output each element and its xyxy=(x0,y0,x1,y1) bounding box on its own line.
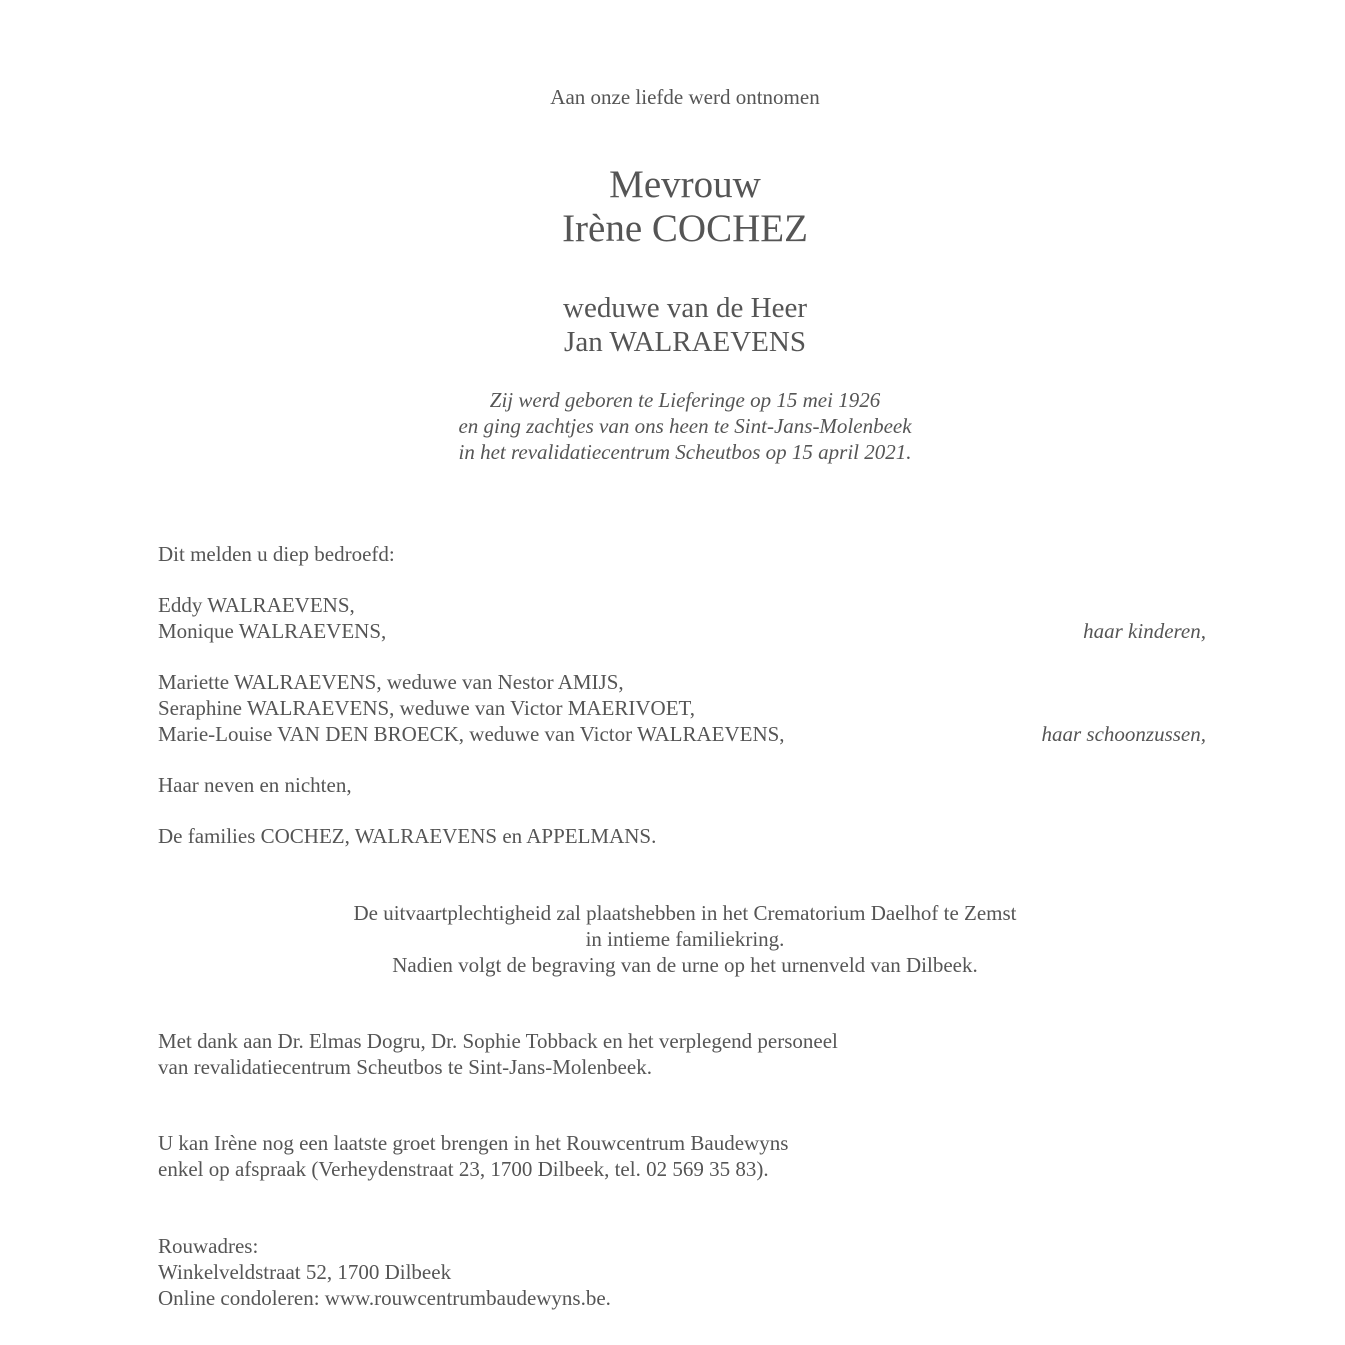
thanks-line: Met dank aan Dr. Elmas Dogru, Dr. Sophie Tobback en het verplegend personeel xyxy=(158,1029,838,1053)
ceremony-line: Nadien volgt de begraving van de urne op het urnenveld van Dilbeek. xyxy=(392,953,978,977)
visit-line: U kan Irène nog een laatste groet brengen in het Rouwcentrum Baudewyns xyxy=(158,1131,789,1155)
spouse-name: Jan WALRAEVENS xyxy=(564,326,806,358)
sister-in-law-row xyxy=(158,669,1206,695)
sister-in-law-row xyxy=(158,721,1206,747)
sisters-in-law-block xyxy=(158,669,1206,747)
visit-block xyxy=(158,1130,1206,1182)
sister-in-law-name: Marie-Louise VAN DEN BROECK, weduwe van Victor WALRAEVENS, xyxy=(158,722,785,746)
families xyxy=(158,823,1206,849)
deceased-name-block xyxy=(0,163,1345,251)
child-name: Eddy WALRAEVENS, xyxy=(158,593,355,617)
children-relation: haar kinderen, xyxy=(1083,619,1206,643)
child-name: Monique WALRAEVENS, xyxy=(158,619,387,643)
nephews-nieces-text: Haar neven en nichten, xyxy=(158,773,352,797)
deceased-title: Mevrouw xyxy=(609,163,761,206)
thanks-block xyxy=(158,1028,1206,1080)
sister-in-law-name: Mariette WALRAEVENS, weduwe van Nestor AMIJS, xyxy=(158,670,624,694)
birth-line: Zij werd geboren te Lieferinge op 15 mei 1926 xyxy=(489,388,881,412)
sister-in-law-name: Seraphine WALRAEVENS, weduwe van Victor MAERIVOET, xyxy=(158,696,696,720)
child-row xyxy=(158,592,1206,618)
visit-line: enkel op afspraak (Verheydenstraat 23, 1700 Dilbeek, tel. 02 569 35 83). xyxy=(158,1157,769,1181)
spouse-block xyxy=(0,291,1345,359)
death-line: en ging zachtjes van ons heen te Sint-Jans-Molenbeek xyxy=(458,414,912,438)
ceremony-line: De uitvaartplechtigheid zal plaatshebben in het Crematorium Daelhof te Zemst xyxy=(353,901,1017,925)
intro-text: Aan onze liefde werd ontnomen xyxy=(550,85,820,109)
birth-death-block xyxy=(0,387,1345,465)
families-text: De families COCHEZ, WALRAEVENS en APPELMANS. xyxy=(158,824,657,848)
address-label: Rouwadres: xyxy=(158,1234,259,1258)
announcement xyxy=(158,541,1206,567)
thanks-line: van revalidatiecentrum Scheutbos te Sint-Jans-Molenbeek. xyxy=(158,1055,652,1079)
death-place-line: in het revalidatiecentrum Scheutbos op 15 april 2021. xyxy=(458,440,912,464)
announcement-text: Dit melden u diep bedroefd: xyxy=(158,542,395,566)
nephews-nieces xyxy=(158,772,1206,798)
spouse-line-1: weduwe van de Heer xyxy=(563,292,807,324)
address-block xyxy=(158,1233,1206,1311)
deceased-name: Irène COCHEZ xyxy=(562,207,808,250)
child-row xyxy=(158,618,1206,644)
address-street: Winkelveldstraat 52, 1700 Dilbeek xyxy=(158,1260,452,1284)
ceremony-block xyxy=(0,900,1345,978)
children-block xyxy=(158,592,1206,644)
sisters-in-law-relation: haar schoonzussen, xyxy=(1041,722,1206,746)
ceremony-line: in intieme familiekring. xyxy=(585,927,785,951)
online-condolence: Online condoleren: www.rouwcentrumbaudewyns.be. xyxy=(158,1286,611,1310)
sister-in-law-row xyxy=(158,695,1206,721)
